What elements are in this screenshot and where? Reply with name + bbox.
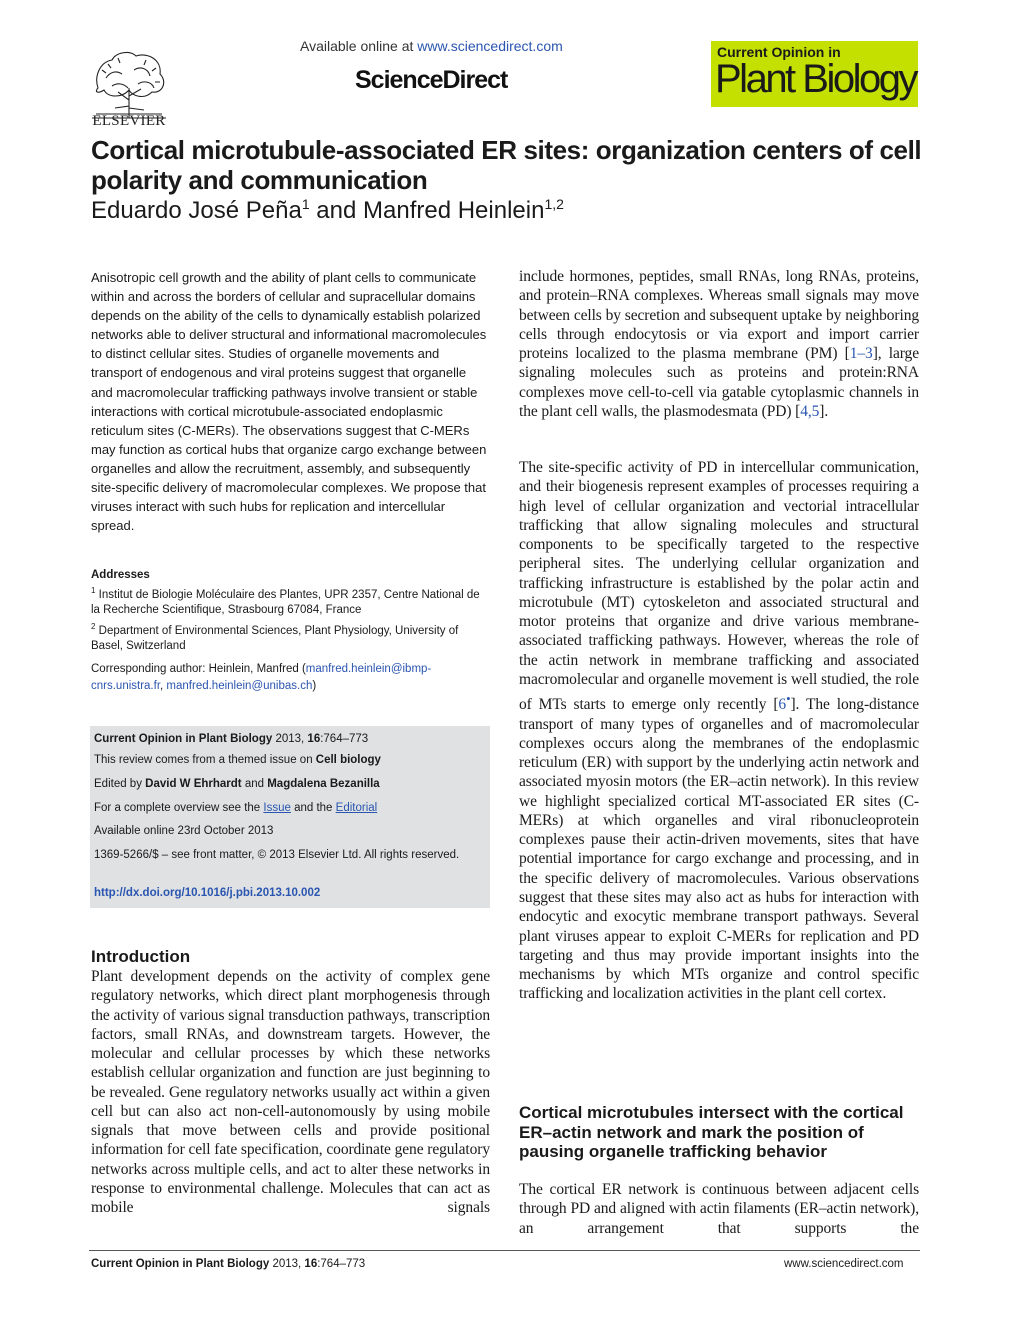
author-name: Eduardo José Peña — [91, 197, 302, 224]
address-number: 1 — [91, 586, 96, 596]
paragraph-text: The site-specific activity of PD in intercellular communication, and their biogenesis represent examples of processes requiring a high level of cellular organization and vectorial intracellular trafficking that allow signaling molecules and structural components to be specifically targeted to the respective peripheral sites. The underlying cellular organization and trafficking infrastructure is established by the polar actin and microtubule (MT) cytoskeleton and associated structural and motor proteins that organize and drive various membrane-associated trafficking pathways. However, whereas the role of the actin network in membrane trafficking and associated macromolecular and organelle movement is well studied, the role of MTs starts to emerge only recently [ — [519, 459, 919, 714]
paragraph-text: ]. — [819, 402, 829, 420]
email-link[interactable]: manfred.heinlein@ibmp-cnrs.unistra.fr — [91, 663, 432, 692]
journal-name: Current Opinion in Plant Biology — [94, 733, 273, 745]
addresses-block — [91, 568, 491, 654]
citation-year: 2013, — [272, 733, 308, 745]
editor-name: David W Ehrhardt — [145, 778, 242, 790]
issue-link[interactable]: Issue — [263, 802, 291, 814]
overview-label: For a complete overview see the — [94, 802, 264, 814]
corresponding-author — [91, 661, 491, 695]
edited-by-label: Edited by — [94, 778, 146, 790]
reference-number: 6 — [778, 696, 787, 714]
themed-issue-line — [94, 752, 484, 769]
footer-journal-name: Current Opinion in Plant Biology — [91, 1258, 270, 1270]
sciencedirect-brand: ScienceDirect — [355, 66, 508, 94]
footer-divider — [89, 1250, 920, 1251]
footer-citation — [91, 1258, 365, 1270]
abstract-text: Anisotropic cell growth and the ability of plant cells to communicate within and across the borders of cellular and supracellular domains depends on the ability of the cells to dynamically establish polarized networks able to deliver structural and informational macromolecules to distinct cellular sites. Studies of organelle movements and transport of endogenous and viral proteins suggest that organelle and macromolecular trafficking pathways involve transient or stable interactions with cortical microtubule-associated endoplasmic reticulum sites (C-MERs). The observations suggest that C-MERs may function as cortical hubs that organize cargo exchange between organelles and allow the recruitment, assembly, and subsequently site-specific delivery of macromolecular complexes. We propose that viruses interact with such hubs for replication and intercellular spread. — [91, 270, 487, 534]
section-paragraph: The cortical ER network is continuous between adjacent cells through PD and aligned with actin filaments (ER–actin network), an arrangement that supports the — [519, 1181, 919, 1237]
introduction-paragraph: Plant development depends on the activity of complex gene regulatory networks, which direct plant morphogenesis through the activity of various signal transduction pathways, transcription factors, small RNAs, and downstream targets. However, the molecular and cellular processes by which these networks establish cellular organization and function are just beginning to be revealed. Gene regulatory networks usually act within a given cell but can also act non-cell-autonomously by using mobile signals that move between cells and provide positional information for cell fate specification, coordinate gene regulatory networks across multiple cells, and act to alter these networks in response to environmental challenge. Molecules that can act as mobile signals — [91, 968, 490, 1217]
address-text: Department of Environmental Sciences, Plant Physiology, University of Basel, Switzerland — [91, 624, 459, 652]
editorial-link[interactable]: Editorial — [335, 802, 378, 814]
footer-pages: :764–773 — [317, 1258, 366, 1270]
address-item — [91, 619, 491, 654]
editors-line — [94, 776, 484, 793]
reference-link[interactable]: 1–3 — [849, 345, 873, 363]
body-paragraph — [519, 458, 919, 1004]
overview-joiner: and the — [290, 802, 336, 814]
editor-name: Magdalena Bezanilla — [267, 778, 380, 790]
sciencedirect-url-link[interactable]: www.sciencedirect.com — [417, 38, 563, 54]
available-online-line — [300, 38, 563, 54]
reference-link[interactable] — [778, 691, 791, 714]
themed-issue-name: Cell biology — [315, 754, 381, 766]
body-paragraph — [519, 267, 919, 421]
article-title: Cortical microtubule-associated ER sites: organization centers of cell polarity and communication — [91, 135, 922, 195]
email-separator: , — [160, 680, 167, 692]
reference-annotation-sup: • — [786, 691, 791, 707]
corresponding-suffix: ) — [312, 680, 317, 692]
elsevier-wordmark: ELSEVIER — [92, 113, 166, 129]
paragraph-text: include hormones, peptides, small RNAs, long RNAs, proteins, and protein–RNA complexes. Whereas small signals may move between cells by secretion and subsequent uptake by neighboring cells through endocytosis or via export and import carrier proteins localized to the plasma membrane (PM) [ — [519, 268, 919, 363]
volume-number: 16 — [307, 733, 321, 745]
doi-link[interactable]: http://dx.doi.org/10.1016/j.pbi.2013.10.002 — [94, 887, 321, 899]
author-affiliation-sup: 1 — [301, 196, 310, 212]
page-range: :764–773 — [320, 733, 369, 745]
corresponding-label: Corresponding author: Heinlein, Manfred ( — [91, 663, 306, 675]
citation-line — [94, 731, 484, 748]
address-item — [91, 583, 491, 618]
author-joiner: and — [309, 197, 364, 224]
overview-line — [94, 800, 484, 817]
journal-logo-line1: Current Opinion in — [717, 44, 841, 60]
author-affiliation-sup: 1,2 — [544, 196, 564, 212]
author-name: Manfred Heinlein — [363, 197, 545, 224]
address-number: 2 — [91, 621, 96, 631]
section-heading: Cortical microtubules intersect with the cortical ER–actin network and mark the position of pausing organelle trafficking behavior — [519, 1103, 904, 1161]
paragraph-text: ], large signaling molecules such as proteins and protein:RNA complexes move cell-to-cell via gatable cytoplasmic channels in the plant cell walls, the plasmodesmata (PD) [ — [519, 345, 919, 420]
reference-link[interactable]: 4,5 — [800, 402, 820, 420]
email-link[interactable]: manfred.heinlein@unibas.ch — [166, 680, 313, 692]
introduction-heading: Introduction — [91, 947, 191, 966]
author-line — [91, 196, 564, 225]
paragraph-text: ]. The long-distance transport of many types of organelles and of macromolecular complexes occurs along the membranes of the endoplasmic reticulum (ER) with support by the underlying actin network and associated myosin motors (the ER–actin network). In this review we highlight specialized cortical MT-associated ER sites (C-MERs) at which organelles and viral ribonucleoprotein complexes pause their actin-driven movements, sites that have potential importance for cargo exchange and processing, and in the specific delivery of macromolecules. Various observations suggest that these sites may also act as hubs for interaction with endocytic and exocytic membrane transport pathways. Several plant viruses appear to exploit C-MERs for replication and PD targeting and thus may provide important insights into the mechanisms by which MTs organize and control specific trafficking and localization activities in the plant cell cortex. — [519, 696, 919, 1003]
available-online-label: Available online at — [300, 38, 418, 54]
article-info-box — [90, 726, 490, 908]
footer-volume: 16 — [304, 1258, 318, 1270]
address-text: Institut de Biologie Moléculaire des Plantes, UPR 2357, Centre National de la Recherche Scientifique, Strasbourg 67084, France — [91, 589, 480, 617]
addresses-heading: Addresses — [91, 569, 150, 581]
journal-logo-line2: Plant Biology — [715, 57, 916, 101]
themed-issue-label: This review comes from a themed issue on — [94, 754, 316, 766]
editor-joiner: and — [241, 778, 268, 790]
available-date: Available online 23rd October 2013 — [94, 825, 274, 837]
copyright-notice: 1369-5266/$ – see front matter, © 2013 Elsevier Ltd. All rights reserved. — [94, 849, 460, 861]
journal-logo — [711, 41, 918, 107]
footer-year: 2013, — [269, 1258, 305, 1270]
footer-url[interactable]: www.sciencedirect.com — [784, 1258, 904, 1270]
